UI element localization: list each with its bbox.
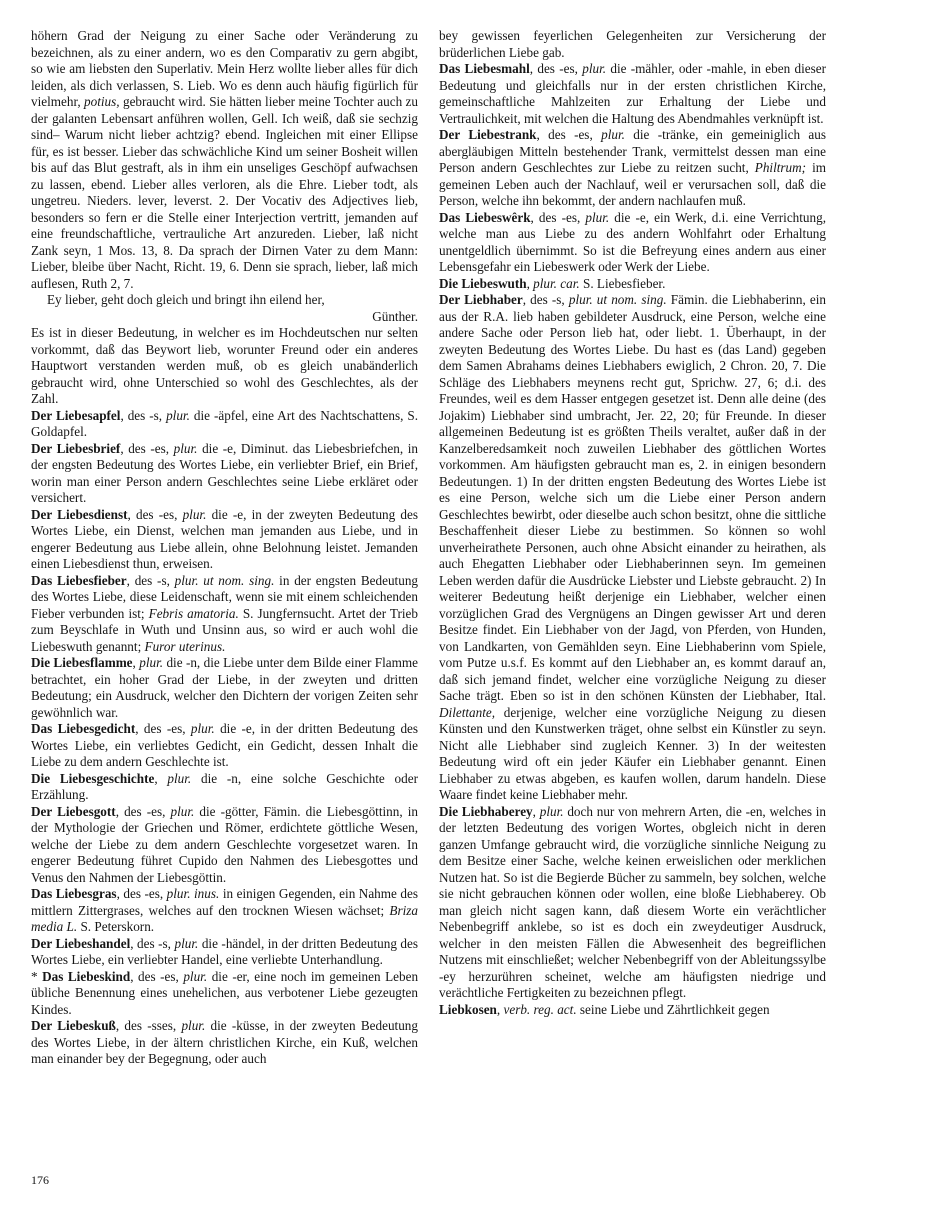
left-column: [31, 28, 418, 1178]
grammar: , des -s,: [130, 935, 171, 951]
entry-liebeskuss: [31, 1018, 418, 1068]
entry-liebesflamme: [31, 655, 418, 721]
definition: S. Peterskorn.: [80, 919, 155, 934]
headword: Das Liebesgedicht: [31, 721, 136, 736]
latin-term: Philtrum;: [754, 160, 807, 175]
grammar: , des -s,: [522, 292, 565, 307]
headword: Das Liebesmahl: [439, 61, 530, 76]
obsolete-marker: *: [31, 968, 43, 984]
grammar: , des -es,: [530, 209, 581, 225]
grammar: , des -es,: [135, 721, 186, 736]
grammar-abbrev: plur.: [539, 803, 564, 819]
latin-term: potius,: [84, 94, 120, 109]
definition: in der engsten Bedeutung des Wortes Liebe, diese Leidenschaft, wenn sie mit einem schleichenden Fieber verbunden ist;: [31, 572, 418, 621]
grammar-abbrev: plur.: [173, 440, 198, 456]
definition: die -n, eine solche Geschichte oder Erzählung.: [31, 770, 418, 802]
entry-liebeskind: [31, 969, 418, 1019]
entry-liebestrank: [439, 127, 826, 210]
headword: Der Liebeshandel: [31, 935, 131, 951]
grammar-abbrev: plur.: [183, 968, 208, 984]
entry-liebeswerk: [439, 210, 826, 276]
entry-liebesmahl: [439, 61, 826, 127]
headword: Der Liebesbrief: [31, 440, 121, 456]
grammar-abbrev: plur. ut nom. sing.: [568, 292, 667, 307]
headword: Der Liebestrank: [439, 127, 537, 142]
definition: die -e, in der zweyten Bedeutung des Wortes Liebe, ein Dienst, welchen man jemanden aus Liebe, und in engerer Bedeutung aus Liebe allein, ohne Belohnung leistet. Jemanden einen Liebesdienst thun, erweisen.: [31, 506, 418, 571]
body-text: bey gewissen feyerlichen Gelegenheiten zur Versicherung der brüderlichen Liebe gab.: [439, 28, 826, 60]
definition: die -götter, Fämin. die Liebesgöttinn, in der Mythologie der Griechen und Römer, erdichtete göttliche Wesen, welche der Liebe zu dem andern Geschlechte vorgesetzet waren. In engerer Bedeutung führet Cupido den Nahmen des Liebesgottes und Venus den Nahmen der Liebesgöttin.: [31, 803, 418, 885]
entry-liebesgedicht: [31, 721, 418, 771]
latin-term: Dilettante,: [439, 704, 496, 720]
verse-author: Günther.: [372, 308, 418, 324]
grammar-abbrev: plur.: [601, 127, 625, 142]
definition: im gemeinen Leben auch der Nachlauf, weil er verursachen soll, daß die Person, welche ihn bekommt, der andern nachlaufen muß.: [439, 160, 826, 208]
grammar: ,: [496, 1001, 501, 1017]
definition: S. Jungfernsucht. Artet der Trieb zum Beyschlafe in Wuth und Unsinn aus, so wird er auch wohl die Liebeswuth genannt;: [31, 605, 418, 654]
definition: die -tränke, ein gemeiniglich aus abergläubigen Mitteln bestehender Trank, vermittelst dessen man eine Person andern Geschlechtes zur Liebe zu reitzen sucht,: [439, 127, 826, 175]
continued-entry-text: [439, 28, 826, 61]
headword: Das Liebesgras: [31, 886, 117, 901]
entry-liebesdienst: [31, 507, 418, 573]
headword: Der Liebesgott: [31, 803, 116, 819]
grammar-abbrev: plur.: [167, 770, 192, 786]
grammar: ,: [132, 655, 136, 670]
grammar-abbrev: plur.: [139, 655, 164, 670]
latin-term: Briza media L.: [31, 902, 418, 934]
grammar-abbrev: plur.: [585, 209, 610, 225]
headword: Liebkosen: [439, 1001, 497, 1017]
entry-liebeswuth: [439, 276, 826, 293]
entry-liebesfieber: [31, 573, 418, 656]
definition: die -äpfel, eine Art des Nachtschattens, S. Goldapfel.: [31, 407, 418, 439]
headword: Das Liebesfieber: [31, 572, 127, 588]
definition: die -e, ein Werk, d.i. eine Verrichtung, welche man aus Liebe zu des andern Wohlfahrt oder Erhaltung unentgeldlich übernimmt. So ist die Befreyung eines andern aus einer Lebensgefahr ein Liebeswerk oder Werk der Liebe.: [439, 209, 826, 274]
headword: Die Liebeswuth: [439, 275, 527, 291]
grammar-abbrev: plur.: [166, 407, 190, 423]
definition: derjenige, welcher eine vorzügliche Neigung zu diesen Künsten und den Kunstwerken träget, ohne selbst ein Künstler zu seyn. Nicht alle Liebhaber sind zugleich Kenner. 3) In der weitesten Bedeutung wird oft ein jeder Käufer ein Liebhaber genannt. Einen Liebhaber zu etwas abgeben, es kaufen wollen, darum handeln. Diese Waare findet keine Liebhaber mehr.: [439, 704, 826, 802]
grammar: , des -es,: [536, 127, 593, 142]
grammar-abbrev: plur.: [582, 61, 607, 76]
verse-quote: Ey lieber, geht doch gleich und bringt ihn eilend her,: [47, 292, 325, 307]
definition: die -e, in der dritten Bedeutung des Wortes Liebe, ein verliebtes Gedicht, ein Gedicht, dessen Inhalt die Liebe zu dem andern Geschlechte ist.: [31, 721, 418, 769]
body-text: gebraucht wird. Sie hätten lieber meine Tochter auch zu der galanten Lebensart anführen wollen, Gell. Ich weiß, daß sie sechzig sind– Warum nicht lieber achtzig? ebend. Ingleichen mit einer Ellipse für, es ist besser. Lieber das schwächliche Kind um seiner Bosheit willen bis auf das Blut gestraft, als in ihm ein unseliges Geschöpf aufwachsen zu lassen, ebend. Lieber alles verloren, als die Ehre. Lieber todt, als ungetreu. Nieders. lever, leverst. 2. Der Vocativ des Adjectives lieb, besonders so fern er die Stelle einer Interjection vertritt, jemanden auf eine freundschaftliche, vertrauliche Art anzureden. Lieber, laß nicht Zank seyn, 1 Mos. 13, 8. Da sprach der Dirnen Vater zu dem Mann: Lieber, bleibe über Nacht, Richt. 19, 6. Denn sie sprach, lieber, laß mich auflesen, Ruth 2, 7.: [31, 94, 418, 291]
headword: Der Liebesapfel: [31, 407, 121, 423]
grammar: , des -s,: [126, 572, 170, 588]
definition: S. Liebesfieber.: [582, 275, 666, 291]
entry-liebesgott: [31, 804, 418, 887]
grammar: , des -es,: [130, 968, 179, 984]
definition: die -händel, in der dritten Bedeutung des Wortes Liebe, ein verliebter Handel, eine verliebte Unterhandlung.: [31, 935, 418, 967]
grammar-abbrev: plur.: [190, 721, 215, 736]
definition: die -er, eine noch im gemeinen Leben übliche Benennung eines unehelichen, aus verbotener Liebe gezeugten Kindes.: [31, 968, 418, 1017]
definition: seine Liebe und Zährtlichkeit gegen: [579, 1001, 770, 1017]
headword: Die Liebhaberey: [439, 803, 533, 819]
grammar-abbrev: verb. reg. act.: [503, 1001, 577, 1017]
grammar: , des -es,: [116, 886, 164, 901]
entry-liebkosen: [439, 1002, 826, 1019]
definition: die -mähler, oder -mahle, in eben dieser Bedeutung und gleichfalls nur in der ersten christlichen Kirche, gemeinschaftliche Mahlzeiten zur Erhaltung der Liebe und Vertraulichkeit, mit welchen die Haltung des Abendmahles verknüpft ist.: [439, 61, 826, 126]
grammar-abbrev: plur. ut nom. sing.: [174, 572, 275, 588]
grammar: , des -es,: [120, 440, 170, 456]
headword: Das Liebeskind: [42, 968, 131, 984]
grammar: ,: [154, 770, 158, 786]
grammar: , des -es,: [529, 61, 578, 76]
headword: Der Liebesdienst: [31, 506, 128, 522]
latin-term: Febris amatoria.: [148, 605, 239, 621]
grammar-abbrev: plur.: [181, 1018, 206, 1033]
grammar: , des -es,: [127, 506, 178, 522]
grammar-abbrev: plur.: [174, 935, 199, 951]
entry-liebhaberey: [439, 804, 826, 1002]
grammar-abbrev: plur. car.: [533, 275, 580, 291]
grammar: , des -s,: [120, 407, 163, 423]
grammar: ,: [532, 803, 536, 819]
right-column: [439, 28, 826, 1178]
grammar-abbrev: plur.: [170, 803, 195, 819]
definition: in einigen Gegenden, ein Nahme des mittlern Zittergrases, welches auf den trocknen Wiesen wächset;: [31, 886, 418, 918]
definition: Fämin. die Liebhaberinn, ein aus der R.A. lieb haben gebildeter Ausdruck, eine Person, welche eine andere Sache oder Person lieb hat, oder liebt. 1. Überhaupt, in der zweyten Bedeutung des Wortes Liebe. Du hast es (das Land) gegeben dem Samen Abrahams deines Liebhabers ewiglich, 2 Chron. 20, 7. Die Schläge des Liebhabers meynens recht gut, Sprichw. 27, 6; d.i. des Freundes, weil es dem Hasser entgegen gesetzet ist. Denn alle deine (des Jojakim) Liebhaber sind umbracht, Jer. 22, 20; für Freunde. In dieser allgemeinen Bedeutung ist es größten Theils veraltet, außer daß in der Kanzelberedsamkeit noch zuweilen Liebhaber des göttlichen Wortes vorkommen. Am häufigsten gebraucht man es, 2. in einigen besondern Bedeutungen. 1) In der dritten engsten Bedeutung des Wortes Liebe ist es eine Person, welche sich um die Liebe einer Person andern Geschlechtes bewirbt, oder dieselbe auch schon besitzt, ohne die sittliche Beschaffenheit dieser Liebe zu bestimmen. So können so wohl unverheirathete Personen, auch ohne Absicht einander zu heirathen, als auch Ehegatten Liebhaber oder Liebhaberinnen seyn. Im gemeinen Leben werden dafür die Ausdrücke Liebster und Liebste gebraucht. 2) In weiterer Bedeutung heißt derjenige ein Liebhaber, welcher einen vorzüglichen Grad des Vergnügens an Dingen gewisser Art und deren Besitze findet. Ein Liebhaber von der Jagd, von Pferden, von Hunden, von Landkarten, von Gemählden seyn. Eine Liebhaberinn vom Spiele, vom Putze u.s.f. Es kommt auf den Liebhaber an, es kommt darauf an, daß sich jemand findet, welcher eine vorzügliche Neigung zu dieser Sache trägt. Eben so ist in den schönen Künsten der Liebhaber, Ital.: [439, 292, 826, 703]
grammar-abbrev: plur.: [182, 506, 207, 522]
definition: die -e, Diminut. das Liebesbriefchen, in der engsten Bedeutung des Wortes Liebe, ein verliebter Brief, ein Brief, worin man einer Person andern Geschlechtes seine Liebe erkläret oder versichert.: [31, 440, 418, 505]
entry-liebesgeschichte: [31, 771, 418, 804]
headword: Der Liebeskuß: [31, 1018, 116, 1033]
entry-liebhaber: [439, 292, 826, 804]
body-text: Es ist in dieser Bedeutung, in welcher es im Hochdeutschen nur selten vorkommt, daß das Beywort lieb, worunter Freund oder ein anderes Hauptwort verstanden werden muß, ob es gleich unabänderlich gebraucht wird, ohne Unterschied so wohl des Geschlechtes, als der Zahl.: [31, 325, 418, 406]
entry-liebesgras: [31, 886, 418, 936]
grammar: , des -es,: [115, 803, 166, 819]
definition: doch nur von mehrern Arten, die -en, welches in der letzten Bedeutung des vorigen Wortes, obgleich nicht in deren ganzen Umfange gebraucht wird, die vorzügliche sinnliche Neigung zu dem Besitze einer Sache, welche keinen erweislichen oder merklichen Nutzen hat. So ist die Begierde Bücher zu sammeln, bey solchen, welche sie nicht gebrauchen können oder wollen, eine bloße Liebhaberey. Ob man gleich nicht sagen kann, daß diesem Worte ein verächtlicher Nebenbegriff anklebe, so ist es doch ein zweydeutiger Ausdruck, welcher in den meisten Fällen die Abwesenheit des begreiflichen Nutzens mit einschließet; welcher Nebenbegriff von der Ableitungssylbe -ey herzurühren scheinet, welche am häufigsten niedrige und verächtliche Fertigkeiten zu bezeichnen pflegt.: [439, 803, 826, 1000]
page-number: 176: [31, 1173, 49, 1187]
headword: Der Liebhaber: [439, 292, 523, 307]
continued-entry-text: [31, 28, 418, 408]
entry-liebesapfel: [31, 408, 418, 441]
definition: die -küsse, in der zweyten Bedeutung des Wortes Liebe, in der ältern christlichen Kirche, ein Kuß, welchen man einander bey der Begegnung, oder auch: [31, 1018, 418, 1066]
grammar: ,: [526, 275, 530, 291]
grammar: , des -sses,: [115, 1018, 177, 1033]
definition: die -n, die Liebe unter dem Bilde einer Flamme betrachtet, ein hoher Grad der Liebe, in der zweyten und dritten Bedeutung; ein Ausdruck, welcher den Dichtern der vorigen Zeiten sehr gewöhnlich war.: [31, 655, 418, 720]
body-text: höhern Grad der Neigung zu einer Sache oder Veränderung zu bezeichnen, als zu einer andern, wo es den Comparativ zu gern abgibt, so wie am liebsten den Superlativ. Mein Herz wollte lieber alles für dich leiden, als dich verlassen, S. Lieb. Wo es denn auch häufig figürlich für vielmehr,: [31, 28, 418, 109]
entry-liebesbrief: [31, 441, 418, 507]
entry-liebeshandel: [31, 936, 418, 969]
headword: Die Liebesflamme: [31, 655, 133, 670]
latin-term: Furor uterinus.: [144, 638, 226, 654]
headword: Die Liebesgeschichte: [31, 770, 155, 786]
headword: Das Liebeswêrk: [439, 209, 531, 225]
grammar-abbrev: plur. inus.: [166, 886, 220, 901]
